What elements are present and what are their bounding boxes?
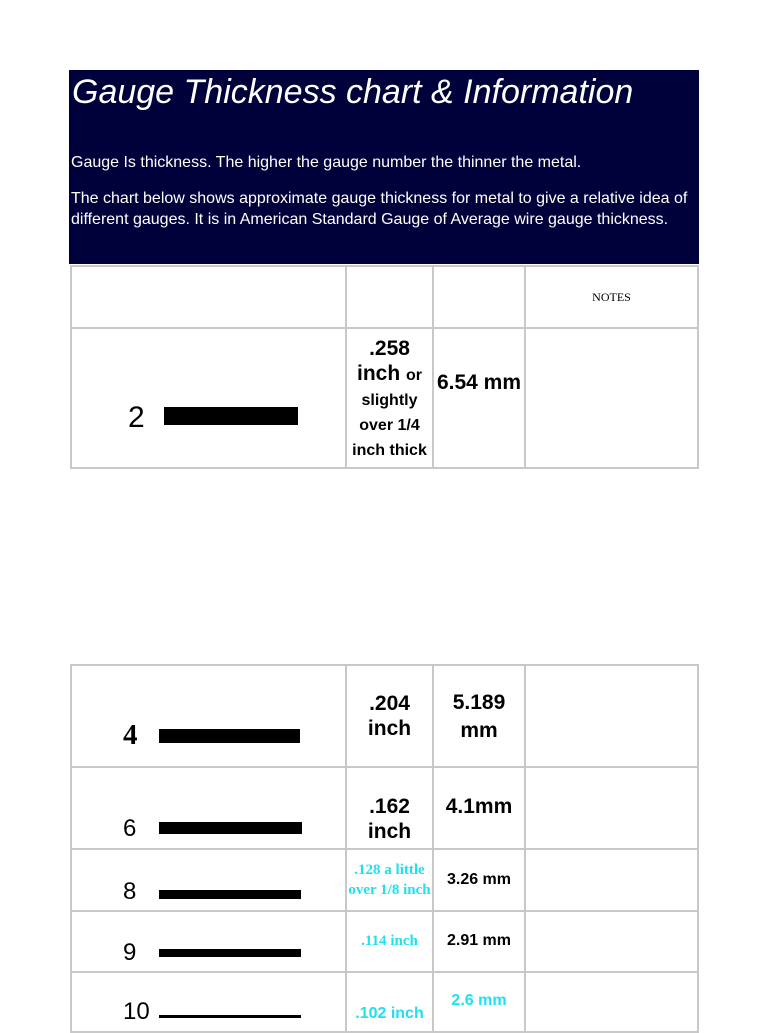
gauge-number: 10 xyxy=(123,998,150,1025)
gauge-bar xyxy=(159,729,300,743)
inch-value: .162 inch xyxy=(367,795,412,843)
notes-cell xyxy=(525,972,698,1032)
gauge-bar xyxy=(159,822,302,834)
gauge-cell xyxy=(71,328,346,468)
mm-cell xyxy=(433,911,525,972)
gauge-number: 9 xyxy=(123,939,137,966)
gauge-cell xyxy=(71,911,346,972)
notes-cell xyxy=(525,911,698,972)
gauge-number: 4 xyxy=(123,719,138,751)
gauge-number: 2 xyxy=(128,401,145,434)
notes-header: NOTES xyxy=(592,290,631,304)
mm-value: 5.189 mm xyxy=(452,691,506,742)
notes-cell xyxy=(525,767,698,849)
gauge-cell xyxy=(71,972,346,1032)
inch-cell xyxy=(346,665,433,767)
inch-value: .204 inch xyxy=(367,692,412,740)
gauge-cell xyxy=(71,849,346,911)
table-row xyxy=(71,849,698,911)
inch-value: .102 inch xyxy=(355,1005,424,1022)
gauge-bar xyxy=(159,1015,301,1018)
mm-value: 6.54 mm xyxy=(436,371,522,394)
header-cell-mm xyxy=(433,266,525,328)
inch-value: .128 a little over 1/8 inch xyxy=(348,862,431,898)
mm-cell xyxy=(433,767,525,849)
table-row xyxy=(71,767,698,849)
mm-value: 2.91 mm xyxy=(446,932,512,949)
inch-cell xyxy=(346,328,433,468)
gauge-cell xyxy=(71,767,346,849)
mm-cell xyxy=(433,328,525,468)
mm-cell xyxy=(433,665,525,767)
mm-cell xyxy=(433,972,525,1032)
inch-value: .114 inch xyxy=(361,933,418,949)
mm-cell xyxy=(433,849,525,911)
gauge-table-bottom xyxy=(70,664,699,1033)
inch-cell xyxy=(346,849,433,911)
gauge-cell xyxy=(71,665,346,767)
mm-value: 2.6 mm xyxy=(451,992,507,1009)
page-title: Gauge Thickness chart & Information xyxy=(72,73,634,111)
gauge-number: 8 xyxy=(123,878,137,905)
mm-value: 3.26 mm xyxy=(446,871,512,888)
gauge-number: 6 xyxy=(123,815,137,842)
table-row xyxy=(71,911,698,972)
gauge-bar xyxy=(159,890,301,899)
inch-value: .258 inch xyxy=(356,336,410,385)
mm-value: 4.1mm xyxy=(445,795,513,818)
inch-cell xyxy=(346,911,433,972)
table-row xyxy=(71,972,698,1032)
table-row xyxy=(71,665,698,767)
notes-cell xyxy=(525,665,698,767)
header-cell-notes xyxy=(525,266,698,328)
gauge-table-top xyxy=(70,265,699,469)
inch-cell xyxy=(346,767,433,849)
gauge-bar xyxy=(164,407,298,425)
header-cell-inch xyxy=(346,266,433,328)
header-cell-gauge xyxy=(71,266,346,328)
table-row xyxy=(71,328,698,468)
notes-cell xyxy=(525,328,698,468)
notes-cell xyxy=(525,849,698,911)
table-header-row xyxy=(71,266,698,328)
gauge-bar xyxy=(159,949,301,957)
intro-text: Gauge Is thickness. The higher the gauge number the thinner the metal. xyxy=(71,154,582,171)
inch-note: or slightly over 1/4 inch thick xyxy=(352,366,427,459)
inch-cell xyxy=(346,972,433,1032)
header-banner xyxy=(69,70,699,264)
description-text: The chart below shows approximate gauge thickness for metal to give a relative idea of different gauges. It is in American Standard Gauge of Average wire gauge thickness. xyxy=(71,190,688,228)
